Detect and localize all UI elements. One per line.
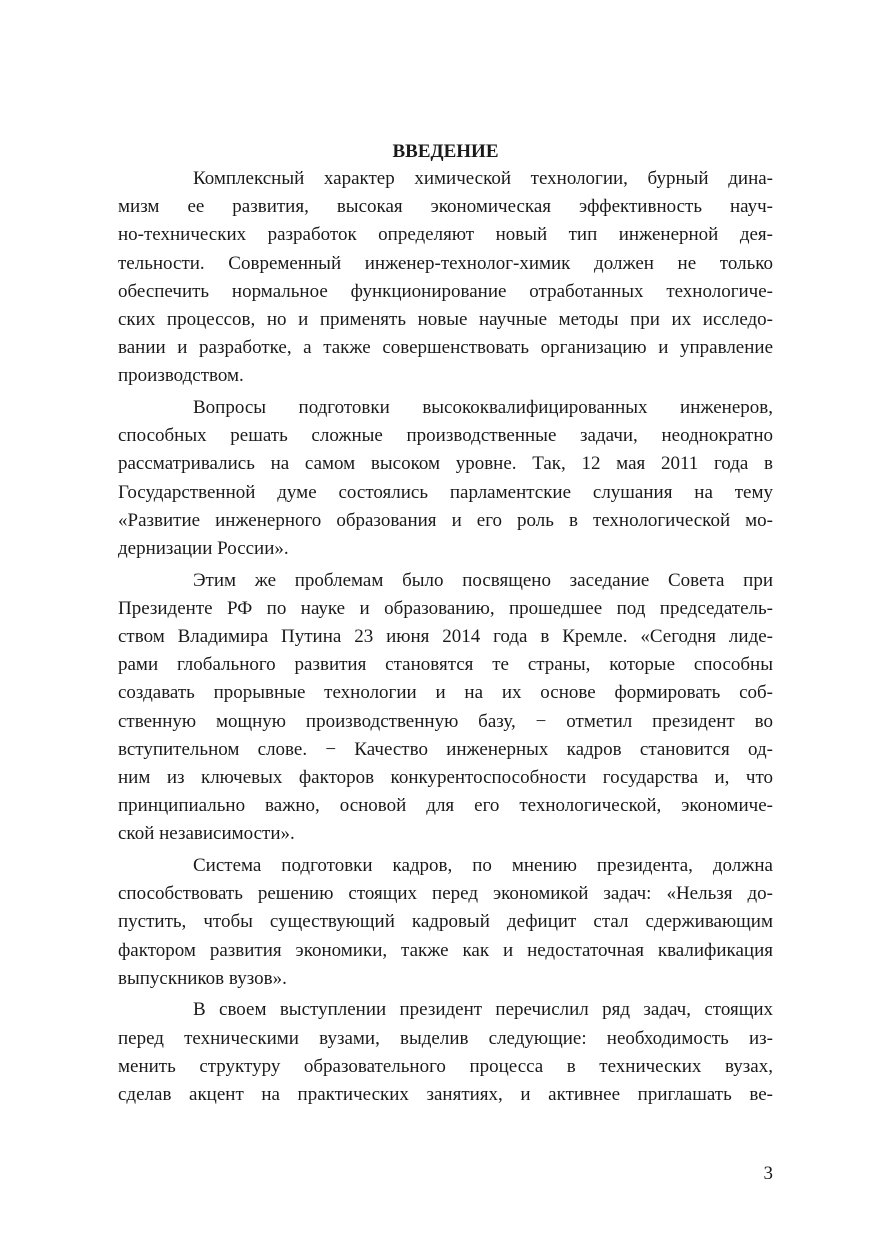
- text-line: производством.: [118, 365, 244, 387]
- text-line: пустить, чтобы существующий кадровый дефицит стал сдерживающим: [118, 911, 773, 933]
- text-line: мизм ее развития, высокая экономическая эффективность науч-: [118, 196, 773, 218]
- text-line: Вопросы подготовки высококвалифицированных инженеров,: [193, 397, 773, 418]
- text-line: но-технических разработок определяют новый тип инженерной дея-: [118, 224, 773, 246]
- text-line: сделав акцент на практических занятиях, и активнее приглашать ве-: [118, 1084, 773, 1105]
- paragraph-4: [118, 852, 773, 993]
- document-title: ВВЕДЕНИЕ: [392, 141, 499, 162]
- text-line: выпускников вузов».: [118, 967, 287, 989]
- text-line: ской независимости».: [118, 823, 295, 845]
- paragraph-2: [118, 394, 773, 563]
- text-line: Этим же проблемам было посвящено заседание Совета при: [193, 569, 773, 591]
- text-line: принципиально важно, основой для его технологической, экономиче-: [118, 795, 773, 817]
- paragraph-3: [118, 567, 773, 849]
- text-line: Президенте РФ по науке и образованию, прошедшее под председатель-: [118, 597, 773, 619]
- text-line: обеспечить нормальное функционирование отработанных технологиче-: [118, 280, 773, 302]
- text-line: дернизации России».: [118, 537, 289, 559]
- text-line: тельности. Современный инженер-технолог-химик должен не только: [118, 252, 773, 274]
- text-line: ством Владимира Путина 23 июня 2014 года в Кремле. «Сегодня лиде-: [118, 626, 773, 647]
- paragraph-5: [118, 996, 773, 1109]
- document-page: [118, 139, 773, 1109]
- text-line: фактором развития экономики, также как и недостаточная квалификация: [118, 939, 773, 961]
- page-number: 3: [763, 1163, 773, 1184]
- text-line: Государственной думе состоялись парламентские слушания на тему: [118, 481, 773, 503]
- text-line: В своем выступлении президент перечислил ряд задач, стоящих: [193, 999, 773, 1021]
- text-line: ним из ключевых факторов конкурентоспособности государства и, что: [118, 766, 773, 788]
- text-line: «Развитие инженерного образования и его роль в технологической мо-: [118, 509, 773, 531]
- text-line: ских процессов, но и применять новые научные методы при их исследо-: [118, 308, 773, 330]
- text-line: менить структуру образовательного процесса в технических вузах,: [118, 1055, 773, 1077]
- text-line: способствовать решению стоящих перед экономикой задач: «Нельзя до-: [118, 883, 773, 905]
- text-line: ственную мощную производственную базу, − отметил президент во: [118, 710, 773, 732]
- text-line: рассматривались на самом высоком уровне. Так, 12 мая 2011 года в: [118, 453, 773, 475]
- text-line: Система подготовки кадров, по мнению президента, должна: [193, 855, 773, 876]
- paragraph-1: [118, 165, 773, 391]
- text-line: вступительном слове. − Качество инженерных кадров становится од-: [118, 738, 773, 760]
- text-line: способных решать сложные производственные задачи, неоднократно: [118, 425, 773, 447]
- text-line: перед техническими вузами, выделив следующие: необходимость из-: [118, 1027, 773, 1049]
- text-line: Комплексный характер химической технологии, бурный дина-: [193, 168, 773, 189]
- text-line: рами глобального развития становятся те страны, которые способны: [118, 654, 773, 676]
- text-line: вании и разработке, а также совершенствовать организацию и управление: [118, 337, 773, 359]
- text-line: создавать прорывные технологии и на их основе формировать соб-: [118, 682, 773, 704]
